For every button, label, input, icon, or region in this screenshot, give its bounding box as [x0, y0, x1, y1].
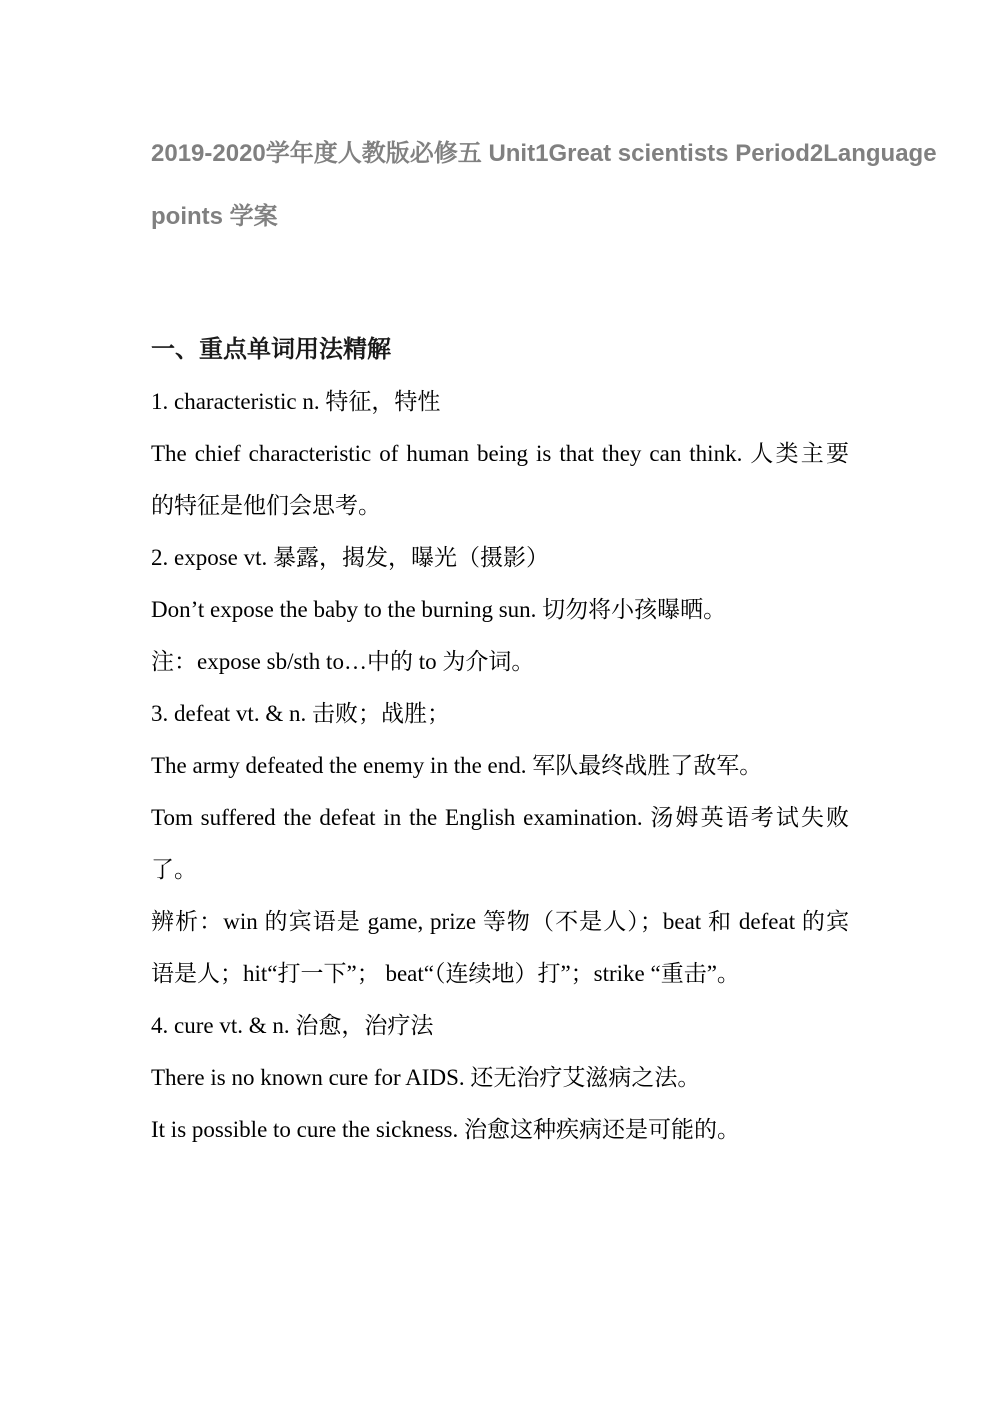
paragraph-line: The chief characteristic of human being is that they can think. 人类主要 [151, 441, 849, 466]
paragraph-line: 辨析：win 的宾语是 game, prize 等物（不是人）；beat 和 defeat 的宾 [151, 909, 849, 934]
paragraph-line: 的特征是他们会思考。 [151, 493, 381, 518]
paragraph-line: 1. characteristic n. 特征，特性 [151, 389, 441, 414]
paragraph [151, 792, 849, 896]
paragraph [151, 376, 849, 428]
paragraph [151, 636, 849, 688]
paragraph-line: 2. expose vt. 暴露，揭发，曝光（摄影） [151, 545, 550, 570]
title-line: points 学案 [151, 203, 278, 230]
section-heading: 一、重点单词用法精解 [151, 336, 391, 363]
paragraph [151, 428, 849, 532]
paragraph-line: The army defeated the enemy in the end. 军队最终战胜了敌军。 [151, 753, 763, 778]
paragraph-line: There is no known cure for AIDS. 还无治疗艾滋病之法。 [151, 1065, 701, 1090]
paragraph [151, 584, 849, 636]
document-body [151, 324, 849, 1156]
paragraph [151, 688, 849, 740]
paragraph-line: 4. cure vt. & n. 治愈，治疗法 [151, 1013, 434, 1038]
paragraph-line: 了。 [151, 857, 197, 882]
paragraph-line: 语是人；hit“打一下”； beat“（连续地）打”；strike “重击”。 [151, 961, 740, 986]
paragraph-line: It is possible to cure the sickness. 治愈这种疾病还是可能的。 [151, 1117, 741, 1142]
paragraph [151, 1104, 849, 1156]
paragraph [151, 740, 849, 792]
paragraph-line: Tom suffered the defeat in the English examination. 汤姆英语考试失败 [151, 805, 849, 830]
paragraph-line: Don’t expose the baby to the burning sun. 切勿将小孩曝晒。 [151, 597, 727, 622]
paragraph [151, 532, 849, 584]
paragraph-line: 3. defeat vt. & n. 击败；战胜； [151, 701, 450, 726]
paragraph [151, 896, 849, 1000]
paragraph [151, 1000, 849, 1052]
title-line: 2019-2020学年度人教版必修五 Unit1Great scientists Period2Language [151, 140, 937, 167]
document-title [151, 122, 937, 248]
paragraph [151, 1052, 849, 1104]
paragraph-line: 注：expose sb/sth to…中的 to 为介词。 [151, 649, 535, 674]
